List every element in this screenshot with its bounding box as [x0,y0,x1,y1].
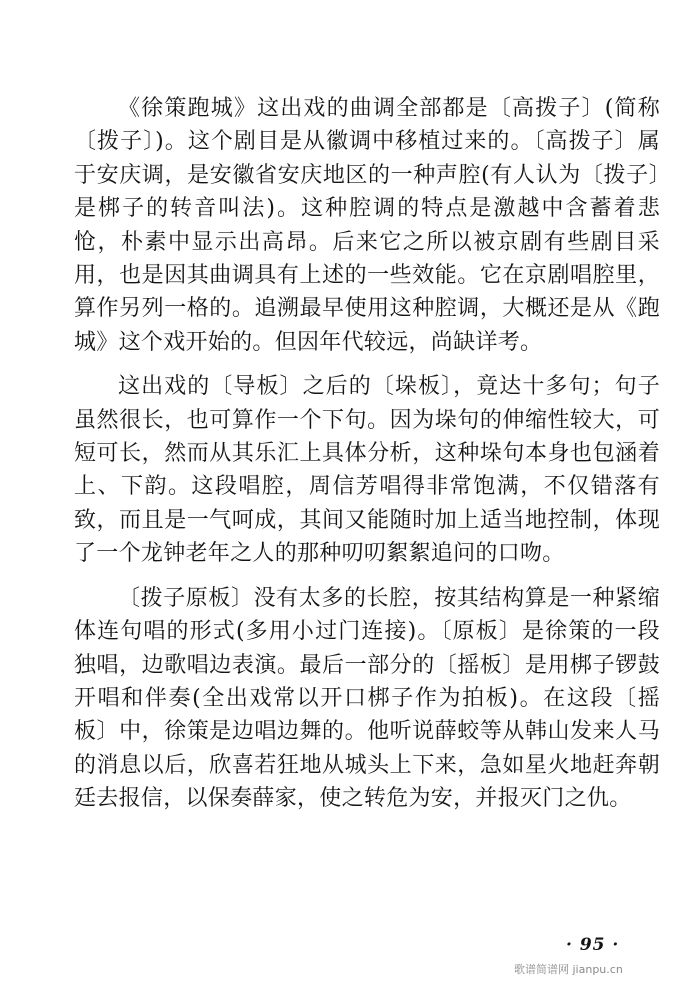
paragraph-2: 这出戏的〔导板〕之后的〔垛板〕，竟达十多句；句子虽然很长，也可算作一个下句。因为垛句的伸缩性较大，可短可长，然而从其乐汇上具体分析，这种垛句本身也包涵着上、下韵。这段唱腔，周信芳唱得非常饱满，不仅错落有致，而且是一气呵成，其间又能随时加上适当地控制，体现了一个龙钟老年之人的那种叨叨絮絮追问的口吻。 [74,374,660,567]
watermark-text: 歌谱简谱网 jianpu.cn [514,963,623,976]
body-text [74,92,660,816]
paragraph-1: 《徐策跑城》这出戏的曲调全部都是〔高拨子〕(简称〔拨子〕)。这个剧目是从徽调中移植过来的。〔高拨子〕属于安庆调，是安徽省安庆地区的一种声腔(有人认为〔拨子〕是梆子的转音叫法)。这种腔调的特点是激越中含蓄着悲怆，朴素中显示出高昂。后来它之所以被京剧有些剧目采用，也是因其曲调具有上述的一些效能。它在京剧唱腔里，算作另列一格的。追溯最早使用这种腔调，大概还是从《跑城》这个戏开始的。但因年代较远，尚缺详考。 [74,96,660,355]
paragraph-3: 〔拨子原板〕没有太多的长腔，按其结构算是一种紧缩体连句唱的形式(多用小过门连接)。〔原板〕是徐策的一段独唱，边歌唱边表演。最后一部分的〔摇板〕是用梆子锣鼓开唱和伴奏(全出戏常以开口梆子作为拍板)。在这段〔摇板〕中，徐策是边唱边舞的。他听说薛蛟等从韩山发来人马的消息以后，欣喜若狂地从城头上下来，急如星火地赶奔朝廷去报信，以保奏薛家，使之转危为安，并报灭门之仇。 [74,585,660,812]
page-number: · 95 · [566,935,620,955]
